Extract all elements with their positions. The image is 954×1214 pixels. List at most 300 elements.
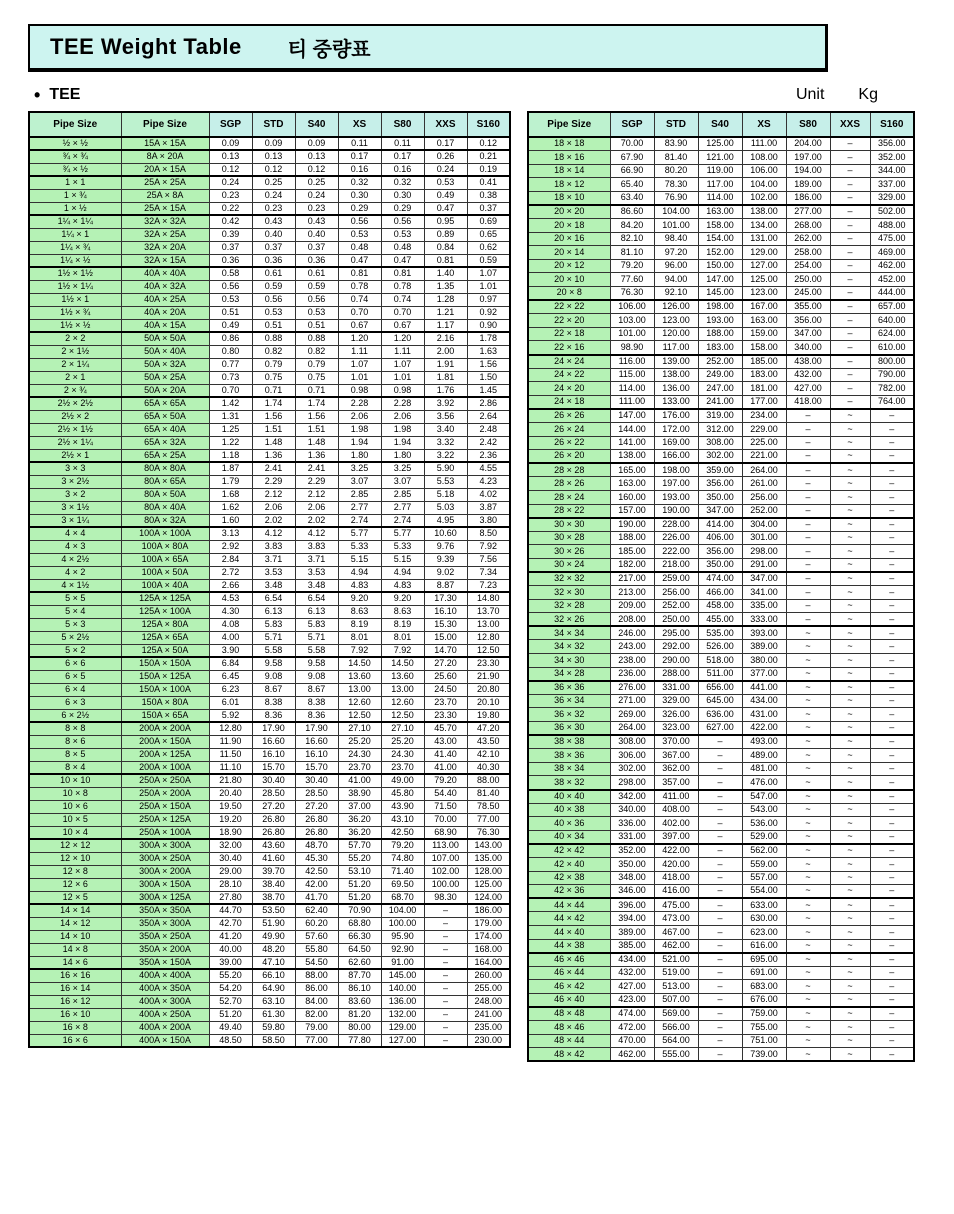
weight-cell: –	[698, 749, 742, 763]
weight-cell: 81.10	[610, 246, 654, 260]
weight-cell: 13.00	[338, 683, 381, 696]
weight-cell: 139.00	[654, 355, 698, 369]
weight-cell: 350.00	[698, 558, 742, 572]
weight-cell: 83.90	[654, 137, 698, 151]
weight-cell: 347.00	[698, 504, 742, 518]
weight-cell: 204.00	[786, 137, 830, 151]
weight-cell: 402.00	[654, 817, 698, 831]
weight-cell: –	[830, 151, 870, 165]
weight-cell: 98.90	[610, 341, 654, 355]
weight-cell: 5.77	[338, 527, 381, 540]
weight-cell: 0.51	[252, 319, 295, 332]
weight-cell: 2.85	[381, 488, 424, 501]
col-header-pipe-size: Pipe Size	[528, 112, 610, 137]
weight-cell: 160.00	[610, 490, 654, 504]
weight-cell: 414.00	[698, 518, 742, 532]
weight-cell: 25.60	[424, 670, 467, 683]
weight-cell: 277.00	[786, 205, 830, 219]
pipe-size-cell: 16 × 14	[29, 982, 121, 995]
table-row	[528, 953, 914, 967]
weight-cell: 335.00	[742, 599, 786, 613]
weight-cell: 69.50	[381, 878, 424, 891]
table-row	[528, 790, 914, 804]
weight-cell: 0.81	[381, 267, 424, 280]
weight-cell: 0.62	[467, 241, 510, 254]
weight-cell: 656.00	[698, 681, 742, 695]
weight-cell: –	[870, 1021, 914, 1035]
weight-cell: 121.00	[698, 151, 742, 165]
weight-cell: 0.88	[295, 332, 338, 345]
col-header-s80: S80	[786, 112, 830, 137]
weight-cell: 38.70	[252, 891, 295, 904]
pipe-size-cell: 40A × 20A	[121, 306, 209, 319]
weight-cell: 2.41	[252, 462, 295, 475]
weight-cell: ~	[786, 776, 830, 790]
weight-cell: 5.58	[295, 644, 338, 657]
pipe-size-cell: 2 × ¾	[29, 384, 121, 397]
table-row	[528, 545, 914, 559]
weight-cell: 554.00	[742, 885, 786, 899]
weight-cell: 70.90	[338, 904, 381, 917]
table-row	[29, 293, 510, 306]
weight-cell: 458.00	[698, 599, 742, 613]
weight-cell: 125.00	[698, 137, 742, 151]
weight-cell: 0.53	[381, 228, 424, 241]
pipe-size-cell: 5 × 3	[29, 618, 121, 631]
weight-cell: –	[870, 803, 914, 817]
weight-cell: 790.00	[870, 368, 914, 382]
weight-cell: 0.59	[467, 254, 510, 267]
weight-cell: 42.50	[295, 865, 338, 878]
weight-cell: 636.00	[698, 708, 742, 722]
pipe-size-cell: 44 × 42	[528, 912, 610, 926]
table-row	[528, 966, 914, 980]
weight-cell: 488.00	[870, 219, 914, 233]
weight-cell: 208.00	[610, 613, 654, 627]
weight-cell: ~	[830, 1034, 870, 1048]
pipe-size-cell: 24 × 20	[528, 382, 610, 396]
table-row	[528, 572, 914, 586]
table-row	[528, 803, 914, 817]
table-row	[29, 280, 510, 293]
weight-cell: 547.00	[742, 790, 786, 804]
weight-cell: 347.00	[742, 572, 786, 586]
table-row	[29, 423, 510, 436]
weight-cell: 79.20	[381, 839, 424, 852]
pipe-size-cell: 1½ × 1	[29, 293, 121, 306]
weight-cell: –	[698, 762, 742, 776]
weight-cell: ~	[830, 939, 870, 953]
weight-cell: ~	[830, 681, 870, 695]
weight-cell: 329.00	[654, 694, 698, 708]
weight-cell: 319.00	[698, 409, 742, 423]
weight-cell: 51.20	[209, 1008, 252, 1021]
pipe-size-cell: 42 × 36	[528, 885, 610, 899]
weight-cell: 2.16	[424, 332, 467, 345]
weight-cell: 163.00	[610, 477, 654, 491]
pipe-size-cell: 100A × 40A	[121, 579, 209, 592]
weight-cell: 86.00	[295, 982, 338, 995]
weight-cell: 8.19	[338, 618, 381, 631]
table-row	[29, 865, 510, 878]
weight-cell: –	[870, 980, 914, 994]
pipe-size-cell: 6 × 2½	[29, 709, 121, 722]
weight-cell: 759.00	[742, 1007, 786, 1021]
weight-cell: 147.00	[698, 273, 742, 287]
table-row	[29, 488, 510, 501]
pipe-size-cell: 18 × 12	[528, 178, 610, 192]
weight-cell: 416.00	[654, 885, 698, 899]
weight-cell: 1.87	[209, 462, 252, 475]
weight-cell: ~	[830, 857, 870, 871]
weight-cell: 0.17	[338, 150, 381, 163]
weight-cell: 7.23	[467, 579, 510, 592]
weight-cell: 70.00	[610, 137, 654, 151]
weight-cell: –	[786, 436, 830, 450]
weight-cell: ~	[786, 980, 830, 994]
table-row	[29, 670, 510, 683]
weight-cell: 11.10	[209, 761, 252, 774]
weight-cell: 0.67	[381, 319, 424, 332]
weight-cell: 0.13	[252, 150, 295, 163]
weight-cell: 198.00	[654, 463, 698, 477]
weight-cell: 355.00	[786, 300, 830, 314]
weight-cell: –	[698, 1034, 742, 1048]
weight-cell: 308.00	[698, 436, 742, 450]
pipe-size-cell: 36 × 34	[528, 694, 610, 708]
weight-cell: ~	[830, 558, 870, 572]
weight-cell: 238.00	[610, 654, 654, 668]
pipe-size-cell: 65A × 32A	[121, 436, 209, 449]
weight-cell: ~	[786, 640, 830, 654]
pipe-size-cell: 16 × 16	[29, 969, 121, 982]
weight-cell: 0.37	[467, 202, 510, 215]
pipe-size-cell: 50A × 40A	[121, 345, 209, 358]
weight-cell: –	[870, 558, 914, 572]
pipe-size-cell: 6 × 3	[29, 696, 121, 709]
weight-cell: 123.00	[654, 314, 698, 328]
weight-cell: 0.77	[209, 358, 252, 371]
weight-cell: 0.30	[381, 189, 424, 202]
table-row	[528, 327, 914, 341]
weight-cell: 1.48	[252, 436, 295, 449]
pipe-size-cell: 20A × 15A	[121, 163, 209, 176]
weight-cell: 5.18	[424, 488, 467, 501]
table-row	[528, 232, 914, 246]
table-row	[528, 871, 914, 885]
table-row	[528, 708, 914, 722]
weight-cell: 0.22	[209, 202, 252, 215]
weight-cell: 28.50	[295, 787, 338, 800]
weight-cell: 106.00	[610, 300, 654, 314]
weight-cell: 82.10	[610, 232, 654, 246]
table-row	[29, 579, 510, 592]
weight-cell: ~	[786, 871, 830, 885]
table-row	[528, 409, 914, 423]
weight-cell: –	[870, 953, 914, 967]
weight-cell: 9.20	[338, 592, 381, 605]
weight-cell: 7.56	[467, 553, 510, 566]
pipe-size-cell: 250A × 200A	[121, 787, 209, 800]
weight-cell: 0.41	[467, 176, 510, 189]
pipe-size-cell: 2½ × 2	[29, 410, 121, 423]
weight-cell: 77.60	[610, 273, 654, 287]
weight-cell: 198.00	[698, 300, 742, 314]
weight-cell: 2.12	[252, 488, 295, 501]
weight-cell: 0.88	[252, 332, 295, 345]
table-row	[528, 300, 914, 314]
weight-cell: –	[830, 164, 870, 178]
table-row	[29, 137, 510, 150]
pipe-size-cell: 32 × 32	[528, 572, 610, 586]
weight-cell: ~	[786, 953, 830, 967]
pipe-size-cell: 12 × 6	[29, 878, 121, 891]
weight-cell: 13.00	[467, 618, 510, 631]
pipe-size-cell: 6 × 5	[29, 670, 121, 683]
weight-cell: 27.80	[209, 891, 252, 904]
pipe-size-cell: 8 × 4	[29, 761, 121, 774]
weight-cell: 15.30	[424, 618, 467, 631]
weight-cell: 312.00	[698, 422, 742, 436]
weight-cell: 119.00	[698, 164, 742, 178]
weight-cell: –	[870, 708, 914, 722]
weight-cell: 88.00	[467, 774, 510, 787]
weight-cell: 1.35	[424, 280, 467, 293]
weight-cell: 511.00	[698, 667, 742, 681]
weight-cell: 20.80	[467, 683, 510, 696]
weight-cell: 476.00	[742, 776, 786, 790]
weight-cell: 7.92	[338, 644, 381, 657]
col-header-xs: XS	[338, 112, 381, 137]
weight-cell: 2.42	[467, 436, 510, 449]
weight-cell: 13.60	[381, 670, 424, 683]
weight-cell: 535.00	[698, 626, 742, 640]
weight-cell: 0.80	[209, 345, 252, 358]
weight-cell: 20.10	[467, 696, 510, 709]
weight-cell: 3.25	[381, 462, 424, 475]
weight-cell: ~	[786, 735, 830, 749]
weight-cell: 394.00	[610, 912, 654, 926]
pipe-size-cell: 18 × 14	[528, 164, 610, 178]
weight-cell: 350.00	[698, 490, 742, 504]
weight-cell: 98.30	[424, 891, 467, 904]
table-row	[29, 735, 510, 748]
weight-cell: 4.94	[338, 566, 381, 579]
table-row	[528, 246, 914, 260]
weight-cell: ~	[830, 1021, 870, 1035]
weight-cell: 434.00	[742, 694, 786, 708]
table-row	[29, 410, 510, 423]
weight-cell: –	[870, 477, 914, 491]
weight-cell: 624.00	[870, 327, 914, 341]
pipe-size-cell: 22 × 22	[528, 300, 610, 314]
table-row	[528, 518, 914, 532]
pipe-size-cell: 350A × 300A	[121, 917, 209, 930]
table-row	[528, 599, 914, 613]
weight-cell: 165.00	[610, 463, 654, 477]
weight-cell: 0.43	[252, 215, 295, 228]
weight-cell: 193.00	[654, 490, 698, 504]
weight-cell: 4.08	[209, 618, 252, 631]
weight-cell: 529.00	[742, 830, 786, 844]
weight-cell: 246.00	[610, 626, 654, 640]
pipe-size-cell: 16 × 12	[29, 995, 121, 1008]
weight-cell: 1.51	[252, 423, 295, 436]
pipe-size-cell: 36 × 32	[528, 708, 610, 722]
weight-cell: 1.63	[467, 345, 510, 358]
weight-cell: –	[786, 463, 830, 477]
table-row	[528, 178, 914, 192]
weight-cell: 344.00	[870, 164, 914, 178]
weight-cell: 64.90	[252, 982, 295, 995]
weight-cell: 380.00	[742, 654, 786, 668]
weight-cell: 1.60	[209, 514, 252, 527]
weight-cell: –	[830, 327, 870, 341]
weight-cell: 0.29	[338, 202, 381, 215]
pipe-size-cell: 10 × 5	[29, 813, 121, 826]
weight-cell: 0.53	[338, 228, 381, 241]
weight-cell: 1.07	[381, 358, 424, 371]
weight-cell: –	[870, 857, 914, 871]
weight-cell: –	[698, 817, 742, 831]
weight-cell: 5.15	[381, 553, 424, 566]
pipe-size-cell: 350A × 150A	[121, 956, 209, 969]
weight-cell: 114.00	[698, 191, 742, 205]
weight-cell: –	[698, 966, 742, 980]
weight-cell: 71.50	[424, 800, 467, 813]
pipe-size-cell: 100A × 100A	[121, 527, 209, 540]
pipe-size-cell: 16 × 6	[29, 1034, 121, 1047]
weight-cell: 116.00	[610, 355, 654, 369]
weight-cell: 610.00	[870, 341, 914, 355]
pipe-size-cell: 14 × 10	[29, 930, 121, 943]
weight-cell: –	[870, 844, 914, 858]
weight-cell: –	[830, 395, 870, 409]
pipe-size-cell: 4 × 2½	[29, 553, 121, 566]
weight-cell: 217.00	[610, 572, 654, 586]
weight-cell: 125.00	[742, 273, 786, 287]
weight-cell: ~	[830, 953, 870, 967]
pipe-size-cell: 40 × 34	[528, 830, 610, 844]
weight-cell: –	[870, 572, 914, 586]
weight-cell: 77.80	[338, 1034, 381, 1047]
weight-cell: 20.40	[209, 787, 252, 800]
pipe-size-cell: 34 × 30	[528, 654, 610, 668]
weight-cell: –	[424, 982, 467, 995]
weight-cell: 27.20	[424, 657, 467, 670]
weight-cell: 70.00	[424, 813, 467, 826]
pipe-size-cell: 2½ × 1	[29, 449, 121, 462]
weight-cell: ~	[830, 830, 870, 844]
weight-cell: 40.00	[209, 943, 252, 956]
weight-cell: 389.00	[610, 925, 654, 939]
weight-cell: 0.17	[424, 137, 467, 150]
weight-cell: –	[830, 232, 870, 246]
weight-cell: 79.20	[424, 774, 467, 787]
pipe-size-cell: 4 × 3	[29, 540, 121, 553]
weight-cell: ~	[786, 925, 830, 939]
weight-cell: 80.00	[338, 1021, 381, 1034]
weight-cell: 3.22	[424, 449, 467, 462]
weight-cell: 0.51	[295, 319, 338, 332]
table-row	[29, 839, 510, 852]
table-row	[29, 800, 510, 813]
pipe-size-cell: 16 × 8	[29, 1021, 121, 1034]
pipe-size-cell: 50A × 32A	[121, 358, 209, 371]
weight-cell: 3.53	[295, 566, 338, 579]
weight-cell: 2.36	[467, 449, 510, 462]
weight-cell: 17.90	[252, 722, 295, 735]
weight-cell: 213.00	[610, 586, 654, 600]
weight-cell: 57.70	[338, 839, 381, 852]
pipe-size-cell: 300A × 200A	[121, 865, 209, 878]
weight-cell: 0.71	[252, 384, 295, 397]
pipe-size-cell: 28 × 24	[528, 490, 610, 504]
weight-cell: 427.00	[786, 382, 830, 396]
pipe-size-cell: 250A × 150A	[121, 800, 209, 813]
weight-cell: ~	[830, 817, 870, 831]
pipe-size-cell: 25A × 8A	[121, 189, 209, 202]
weight-cell: 0.70	[338, 306, 381, 319]
weight-cell: 444.00	[870, 287, 914, 301]
weight-cell: –	[698, 776, 742, 790]
weight-cell: 0.47	[338, 254, 381, 267]
pipe-size-cell: 22 × 18	[528, 327, 610, 341]
table-row	[29, 1034, 510, 1047]
weight-cell: 348.00	[610, 871, 654, 885]
weight-cell: 0.42	[209, 215, 252, 228]
weight-cell: 0.43	[295, 215, 338, 228]
pipe-size-cell: 40 × 36	[528, 817, 610, 831]
pipe-size-cell: 14 × 6	[29, 956, 121, 969]
pipe-size-cell: 20 × 16	[528, 232, 610, 246]
pipe-size-cell: 3 × 1½	[29, 501, 121, 514]
weight-cell: 41.70	[295, 891, 338, 904]
weight-cell: 1.11	[338, 345, 381, 358]
weight-cell: 423.00	[610, 993, 654, 1007]
weight-cell: 51.20	[338, 891, 381, 904]
weight-cell: 138.00	[654, 368, 698, 382]
weight-cell: 7.34	[467, 566, 510, 579]
table-row	[528, 355, 914, 369]
weight-cell: –	[786, 409, 830, 423]
weight-cell: ~	[830, 912, 870, 926]
tee-weight-table-large-sizes	[527, 111, 915, 1062]
weight-cell: 473.00	[654, 912, 698, 926]
weight-cell: 676.00	[742, 993, 786, 1007]
weight-cell: 288.00	[654, 667, 698, 681]
weight-cell: –	[786, 572, 830, 586]
table-row	[29, 436, 510, 449]
weight-cell: 356.00	[698, 477, 742, 491]
pipe-size-cell: 6 × 4	[29, 683, 121, 696]
pipe-size-cell: 24 × 18	[528, 395, 610, 409]
table-row	[29, 189, 510, 202]
weight-cell: ~	[830, 844, 870, 858]
weight-cell: 247.00	[698, 382, 742, 396]
weight-cell: –	[424, 917, 467, 930]
weight-cell: 350.00	[610, 857, 654, 871]
weight-cell: –	[424, 904, 467, 917]
weight-cell: 0.56	[252, 293, 295, 306]
weight-cell: 43.00	[424, 735, 467, 748]
pipe-size-cell: 32A × 15A	[121, 254, 209, 267]
weight-cell: ~	[786, 708, 830, 722]
weight-cell: 0.09	[209, 137, 252, 150]
weight-cell: 158.00	[742, 341, 786, 355]
weight-cell: 8.63	[381, 605, 424, 618]
weight-cell: 3.71	[252, 553, 295, 566]
